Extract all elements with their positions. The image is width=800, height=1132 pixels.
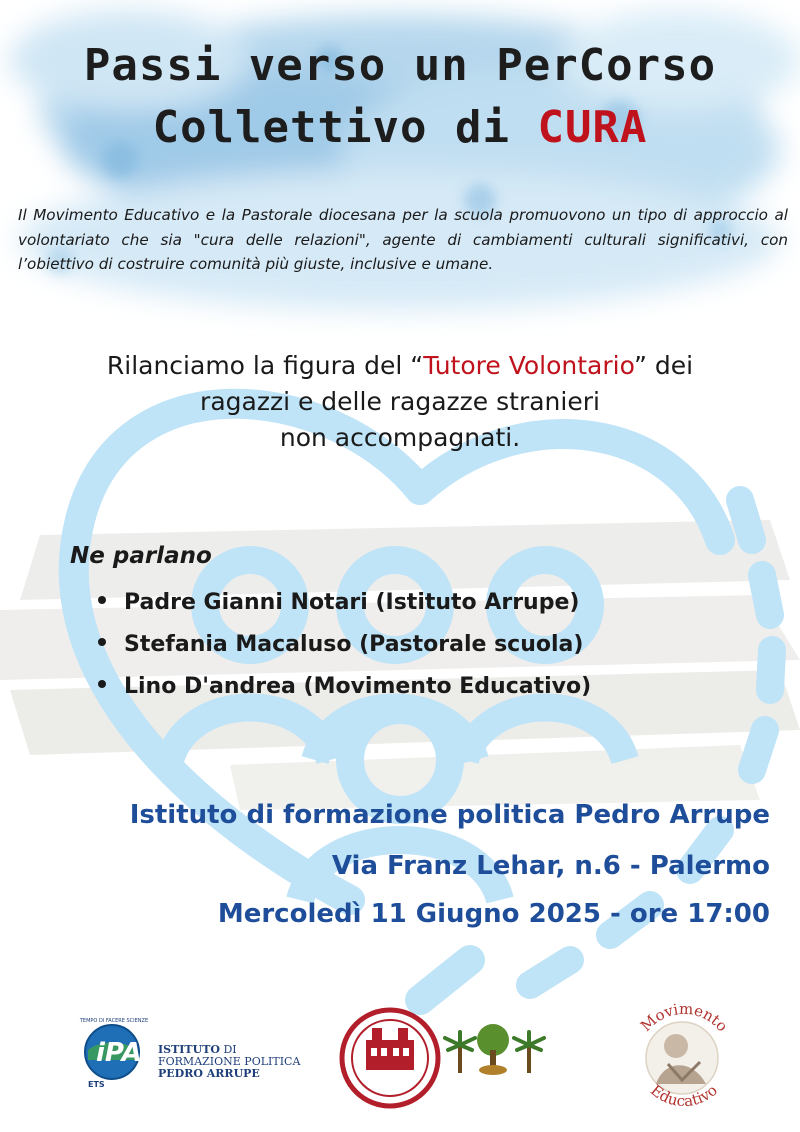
ipa-line-1-bold: ISTITUTO (158, 1043, 220, 1056)
speakers-title: Ne parlano (70, 543, 212, 569)
bullet-icon (98, 638, 106, 646)
palermo-seal-graphic (342, 1010, 438, 1106)
title-line-2-prefix: Collettivo di (152, 102, 538, 153)
palm-trees-graphic (445, 1024, 544, 1075)
headline-line-1 (20, 348, 780, 384)
title-line-2 (0, 102, 800, 153)
ipa-arc-text: TEMPO DI FACERE SCIENZE (79, 1018, 149, 1024)
speakers-list (98, 582, 591, 708)
title-highlight: CURA (537, 102, 648, 153)
headline (20, 348, 780, 456)
ipa-line-2: FORMAZIONE POLITICA (158, 1055, 301, 1068)
speaker-name: Padre Gianni Notari (Istituto Arrupe) (124, 590, 580, 615)
headline-line-2: ragazzi e delle ragazze stranieri (200, 387, 600, 416)
intro-paragraph: Il Movimento Educativo e la Pastorale diocesana per la scuola promuovono un tipo di approccio al volontariato che sia "cura delle relazioni", agente di cambiamenti culturali significativi, con l’obiettivo di costruire comunità più giuste, inclusive e umane. (18, 206, 788, 273)
speaker-name: Lino D'andrea (Movimento Educativo) (124, 674, 592, 699)
speaker-item (98, 582, 591, 624)
event-date-time: Mercoledì 11 Giugno 2025 - ore 17:00 (217, 899, 770, 929)
speaker-name: Stefania Macaluso (Pastorale scuola) (124, 632, 584, 657)
movimento-educativo-logo (622, 998, 746, 1118)
speaker-item (98, 624, 591, 666)
ipa-line-1-rest: DI (219, 1043, 237, 1056)
title-line-1: Passi verso un PerCorso (83, 40, 717, 91)
ipa-ets: ETS (88, 1080, 105, 1089)
venue-name: Istituto di formazione politica Pedro Arrupe (129, 800, 770, 830)
headline-prefix: Rilanciamo la figura del “ (106, 351, 424, 380)
bullet-icon (98, 596, 106, 604)
ipa-mark: iPA (96, 1038, 142, 1068)
movimento-arc-top: Movimento (636, 999, 732, 1036)
bullet-icon (98, 680, 106, 688)
headline-suffix: ” dei (634, 351, 694, 380)
venue-address: Via Franz Lehar, n.6 - Palermo (331, 851, 770, 881)
ipa-line-3: PEDRO ARRUPE (158, 1067, 260, 1080)
speaker-item (98, 666, 591, 708)
ipa-wordmark (158, 1044, 300, 1080)
headline-line-3: non accompagnati. (279, 423, 521, 452)
movimento-arc-bottom: Educativo (647, 1081, 721, 1111)
headline-highlight: Tutore Volontario (423, 351, 635, 380)
